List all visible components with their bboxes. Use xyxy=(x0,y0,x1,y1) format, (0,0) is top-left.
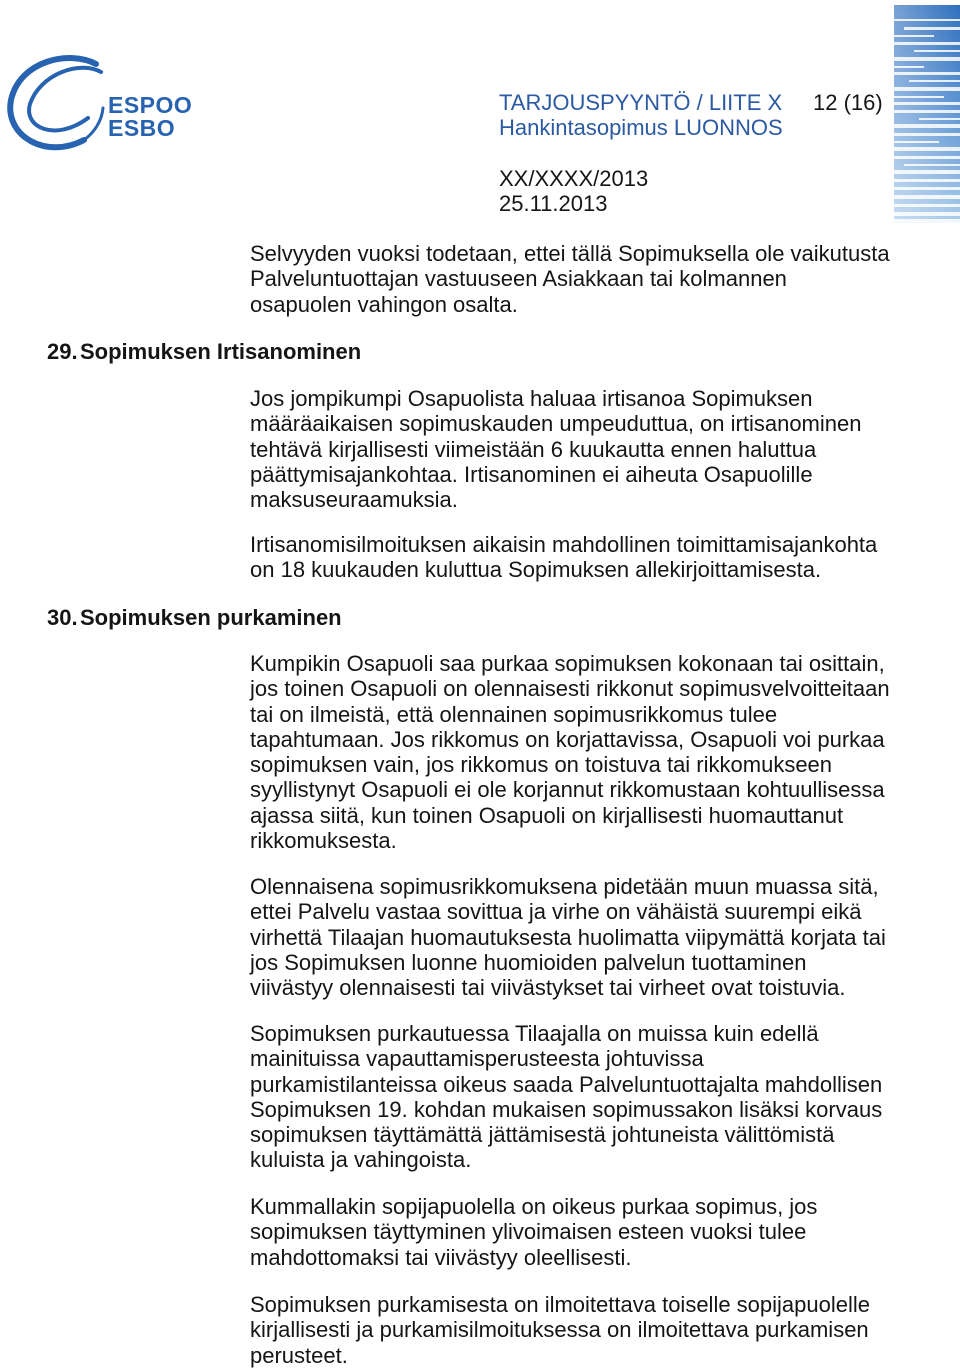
paragraph-line: Sopimuksen purkautuessa Tilaajalla on muissa kuin edellä xyxy=(250,1021,819,1046)
logo-text-espoo: ESPOO xyxy=(108,92,193,118)
paragraph-line: määräaikaisen sopimuskauden umpeuduttua, on irtisanominen xyxy=(250,411,862,437)
paragraph-line: tai on ilmeistä, että olennainen sopimusrikkomus tulee xyxy=(250,701,778,727)
paragraph-line: Palveluntuottajan vastuuseen Asiakkaan tai kolmannen xyxy=(250,266,787,292)
paragraph-line: tehtävä kirjallisesti viimeistään 6 kuukautta ennen haluttua xyxy=(250,436,817,462)
section-number: 30. xyxy=(47,605,78,630)
document-subtitle: Hankintasopimus LUONNOS xyxy=(499,115,783,141)
paragraph-line: Sopimuksen 19. kohdan mukaisen sopimussakon lisäksi korvaus xyxy=(250,1096,883,1122)
paragraph-line: jos Sopimuksen luonne huomioiden palvelun tuottaminen xyxy=(250,949,807,975)
paragraph-line: purkamistilanteissa oikeus saada Palveluntuottajalta mahdollisen xyxy=(250,1071,883,1097)
paragraph-line: päättymisajankohtaa. Irtisanominen ei aiheuta Osapuolille xyxy=(250,461,813,487)
paragraph-line: mahdottomaksi tai viivästyy oleellisesti. xyxy=(250,1244,632,1270)
section-title: Sopimuksen Irtisanominen xyxy=(80,339,362,364)
paragraph-line: rikkomuksesta. xyxy=(250,828,397,854)
logo-text-esbo: ESBO xyxy=(108,115,176,141)
intro-paragraph xyxy=(250,241,890,317)
decorative-stripe-band xyxy=(894,5,960,223)
page-number: 12 (16) xyxy=(813,90,883,115)
paragraph-line: ajassa siitä, kun toinen Osapuoli on kirjallisesti huomauttanut xyxy=(250,802,844,828)
paragraph-line: perusteet. xyxy=(250,1342,348,1368)
section-29-heading xyxy=(47,339,447,364)
paragraph-line: Kummallakin sopijapuolella on oikeus purkaa sopimus, jos xyxy=(250,1194,818,1219)
section-29-paragraph-1 xyxy=(250,386,890,512)
section-30-paragraph-1 xyxy=(250,651,890,853)
paragraph-line: viivästyy olennaisesti tai viivästykset tai virheet ovat toistuvia. xyxy=(250,975,846,1001)
document-title: TARJOUSPYYNTÖ / LIITE X xyxy=(499,90,783,115)
section-title: Sopimuksen purkaminen xyxy=(80,605,342,630)
section-30-paragraph-2 xyxy=(250,874,890,1000)
section-30-heading xyxy=(47,605,447,630)
section-30-paragraph-3 xyxy=(250,1021,890,1173)
paragraph-line: on 18 kuukauden kuluttua Sopimuksen allekirjoittamisesta. xyxy=(250,557,822,583)
paragraph-line: Olennaisena sopimusrikkomuksena pidetään muun muassa sitä, xyxy=(250,874,879,899)
paragraph-line: Jos jompikumpi Osapuolista haluaa irtisanoa Sopimuksen xyxy=(250,386,813,411)
paragraph-line: syyllistynyt Osapuoli ei ole korjannut rikkomustaan kohtuullisessa xyxy=(250,777,885,803)
paragraph-line: Selvyyden vuoksi todetaan, ettei tällä Sopimuksella ole vaikutusta xyxy=(250,241,890,266)
paragraph-line: kirjallisesti ja purkamisilmoituksessa on ilmoitettava purkamisen xyxy=(250,1317,869,1343)
paragraph-line: jos toinen Osapuoli on olennaisesti rikkonut sopimusvelvoitteitaan xyxy=(250,676,890,702)
paragraph-line: sopimuksen täyttyminen ylivoimaisen esteen vuoksi tulee xyxy=(250,1219,807,1245)
paragraph-line: virhettä Tilaajan huomautuksesta huolimatta viipymättä korjata tai xyxy=(250,924,886,950)
section-30-paragraph-5 xyxy=(250,1292,890,1368)
paragraph-line: mainituissa vapauttamisperusteesta johtuvissa xyxy=(250,1046,704,1072)
paragraph-line: Kumpikin Osapuoli saa purkaa sopimuksen kokonaan tai osittain, xyxy=(250,651,885,676)
document-number: XX/XXXX/2013 xyxy=(499,166,649,191)
paragraph-line: kuluista ja vahingoista. xyxy=(250,1147,472,1173)
paragraph-line: ettei Palvelu vastaa sovittua ja virhe on vähäistä suurempi eikä xyxy=(250,899,862,925)
section-30-paragraph-4 xyxy=(250,1194,890,1270)
paragraph-line: Irtisanomisilmoituksen aikaisin mahdollinen toimittamisajankohta xyxy=(250,532,878,557)
paragraph-line: tapahtumaan. Jos rikkomus on korjattavissa, Osapuoli voi purkaa xyxy=(250,726,885,752)
paragraph-line: maksuseuraamuksia. xyxy=(250,487,458,513)
paragraph-line: sopimuksen vain, jos rikkomus on toistuva tai rikkomukseen xyxy=(250,752,833,778)
section-29-paragraph-2 xyxy=(250,532,890,583)
espoo-swirl-icon xyxy=(0,50,110,160)
paragraph-line: sopimuksen täyttämättä jättämisestä johtuneista välittömistä xyxy=(250,1122,835,1148)
paragraph-line: Sopimuksen purkamisesta on ilmoitettava toiselle sopijapuolelle xyxy=(250,1292,870,1317)
document-date: 25.11.2013 xyxy=(499,191,608,217)
paragraph-line: osapuolen vahingon osalta. xyxy=(250,291,518,317)
section-number: 29. xyxy=(47,339,78,364)
